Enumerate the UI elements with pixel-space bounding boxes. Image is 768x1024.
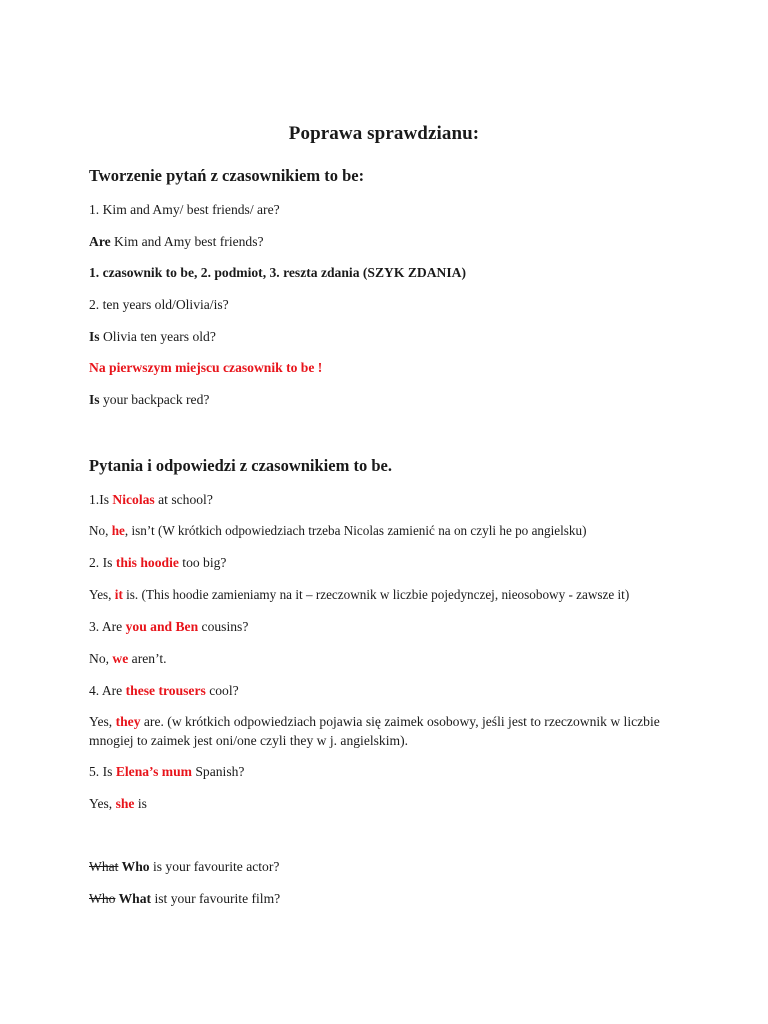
struck-word: What <box>89 859 119 874</box>
question-text: Spanish? <box>191 764 245 779</box>
answer-text: Yes, <box>89 796 116 811</box>
question-text: 3. Are <box>89 619 126 634</box>
exercise-1-answer <box>89 232 264 251</box>
question-text: 1.Is <box>89 492 113 507</box>
subject-highlight: Elena’s mum <box>115 764 192 779</box>
answer-verb: Are <box>89 234 111 249</box>
section-heading-answers: Pytania i odpowiedzi z czasownikiem to be. <box>89 456 392 475</box>
correction-2 <box>89 889 280 908</box>
pronoun-highlight: she <box>115 796 135 811</box>
question-text: 5. Is <box>89 764 116 779</box>
question-text: at school? <box>154 492 213 507</box>
answer-text: , isn’t (W krótkich odpowiedziach trzeba Nicolas zamienić na on czyli he po angielsku) <box>124 523 587 538</box>
question-4 <box>89 681 239 700</box>
answer-1 <box>89 521 587 540</box>
word-order-rule: 1. czasownik to be, 2. podmiot, 3. reszta zdania (SZYK ZDANIA) <box>89 265 466 280</box>
answer-text: No, <box>89 523 112 538</box>
question-1 <box>89 490 213 509</box>
pronoun-highlight: they <box>115 714 141 729</box>
question-2 <box>89 553 226 572</box>
subject-highlight: you and Ben <box>125 619 199 634</box>
corrected-word: Who <box>118 859 150 874</box>
exercise-2-prompt: 2. ten years old/Olivia/is? <box>89 297 229 312</box>
answer-verb: Is <box>89 392 100 407</box>
pronoun-highlight: we <box>112 651 129 666</box>
section-heading-questions: Tworzenie pytań z czasownikiem to be: <box>89 166 365 185</box>
answer-4 <box>89 712 689 750</box>
pronoun-highlight: it <box>114 587 123 602</box>
answer-text: is. (This hoodie zamieniamy na it – rzeczownik w liczbie pojedynczej, nieosobowy - zawsze it) <box>122 587 630 602</box>
question-text: too big? <box>178 555 227 570</box>
question-text: 2. Is <box>89 555 116 570</box>
pronoun-highlight: he <box>111 523 125 538</box>
answer-text: Yes, <box>89 714 116 729</box>
struck-word: Who <box>89 891 116 906</box>
answer-text: is <box>134 796 147 811</box>
question-5 <box>89 762 244 781</box>
question-text: 4. Are <box>89 683 126 698</box>
answer-text: are. (w krótkich odpowiedziach pojawia się zaimek osobowy, jeśli jest to rzeczownik w liczbie mnogiej to zaimek jest oni/one czyli they w j. angielskim). <box>89 714 660 748</box>
answer-rest: your backpack red? <box>99 392 210 407</box>
answer-verb: Is <box>89 329 100 344</box>
rule-note: Na pierwszym miejscu czasownik to be ! <box>89 360 323 375</box>
page-title: Poprawa sprawdzianu: <box>288 123 480 144</box>
exercise-1-prompt: 1. Kim and Amy/ best friends/ are? <box>89 202 280 217</box>
correction-1 <box>89 857 279 876</box>
answer-3 <box>89 649 167 668</box>
answer-rest: Olivia ten years old? <box>99 329 216 344</box>
question-text: cousins? <box>198 619 249 634</box>
answer-2 <box>89 585 629 604</box>
exercise-2-answer <box>89 327 216 346</box>
subject-highlight: Nicolas <box>112 492 155 507</box>
question-text: cool? <box>205 683 239 698</box>
subject-highlight: this hoodie <box>115 555 179 570</box>
answer-rest: Kim and Amy best friends? <box>110 234 264 249</box>
answer-text: aren’t. <box>128 651 167 666</box>
correction-text: is your favourite actor? <box>149 859 280 874</box>
corrected-word: What <box>115 891 152 906</box>
subject-highlight: these trousers <box>125 683 206 698</box>
answer-5 <box>89 794 147 813</box>
answer-text: Yes, <box>89 587 115 602</box>
question-3 <box>89 617 248 636</box>
answer-text: No, <box>89 651 113 666</box>
correction-text: ist your favourite film? <box>151 891 281 906</box>
exercise-3-answer <box>89 390 209 409</box>
